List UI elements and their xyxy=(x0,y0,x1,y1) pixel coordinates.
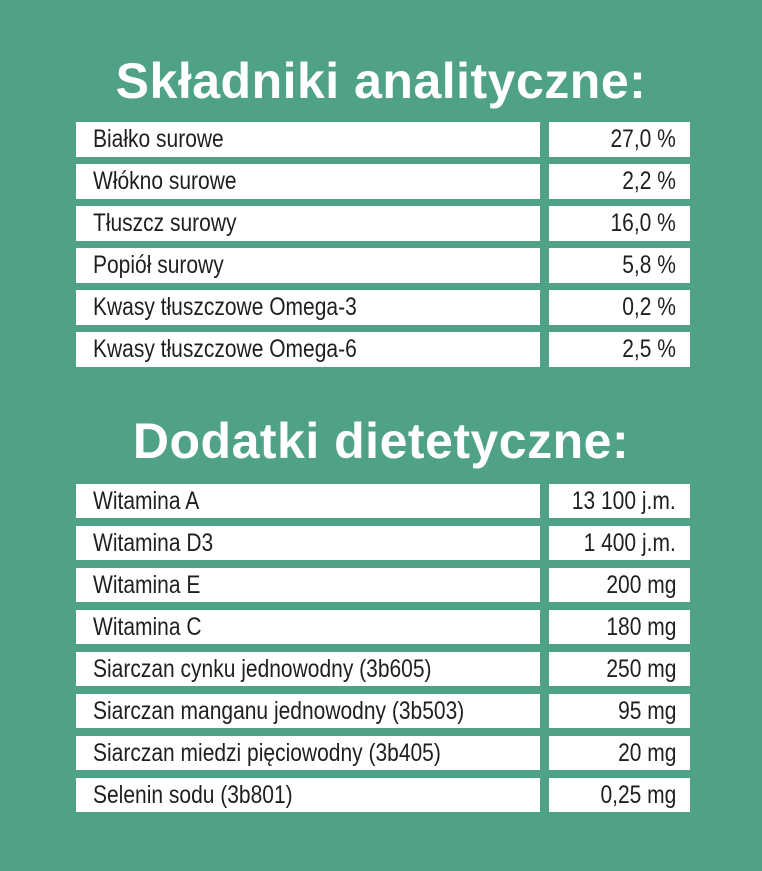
row-value: 5,8 % xyxy=(549,248,690,283)
row-value: 2,2 % xyxy=(549,164,690,199)
table-row xyxy=(76,206,690,241)
row-name: Tłuszcz surowy xyxy=(76,206,540,241)
row-name: Siarczan miedzi pięciowodny (3b405) xyxy=(76,736,540,770)
row-name: Białko surowe xyxy=(76,122,540,157)
row-value: 16,0 % xyxy=(549,206,690,241)
row-value: 27,0 % xyxy=(549,122,690,157)
table-row xyxy=(76,694,690,728)
row-value: 13 100 j.m. xyxy=(549,484,690,518)
row-value: 2,5 % xyxy=(549,332,690,367)
analytical-table xyxy=(76,122,690,374)
table-row xyxy=(76,610,690,644)
row-name: Kwasy tłuszczowe Omega-6 xyxy=(76,332,540,367)
row-name: Siarczan cynku jednowodny (3b605) xyxy=(76,652,540,686)
table-row xyxy=(76,484,690,518)
row-value: 0,2 % xyxy=(549,290,690,325)
additives-table xyxy=(76,484,690,820)
table-row xyxy=(76,526,690,560)
row-name: Włókno surowe xyxy=(76,164,540,199)
table-row xyxy=(76,736,690,770)
table-row xyxy=(76,778,690,812)
row-value: 1 400 j.m. xyxy=(549,526,690,560)
table-row xyxy=(76,122,690,157)
row-value: 0,25 mg xyxy=(549,778,690,812)
table-row xyxy=(76,652,690,686)
row-name: Siarczan manganu jednowodny (3b503) xyxy=(76,694,540,728)
row-name: Selenin sodu (3b801) xyxy=(76,778,540,812)
analytical-title: Składniki analityczne: xyxy=(115,53,647,109)
row-name: Witamina D3 xyxy=(76,526,540,560)
row-value: 95 mg xyxy=(549,694,690,728)
table-row xyxy=(76,568,690,602)
table-row xyxy=(76,164,690,199)
row-name: Kwasy tłuszczowe Omega-3 xyxy=(76,290,540,325)
row-name: Popiół surowy xyxy=(76,248,540,283)
row-value: 200 mg xyxy=(549,568,690,602)
row-name: Witamina C xyxy=(76,610,540,644)
row-name: Witamina A xyxy=(76,484,540,518)
row-name: Witamina E xyxy=(76,568,540,602)
table-row xyxy=(76,290,690,325)
row-value: 250 mg xyxy=(549,652,690,686)
row-value: 180 mg xyxy=(549,610,690,644)
row-value: 20 mg xyxy=(549,736,690,770)
table-row xyxy=(76,332,690,367)
additives-title: Dodatki dietetyczne: xyxy=(132,413,630,469)
table-row xyxy=(76,248,690,283)
